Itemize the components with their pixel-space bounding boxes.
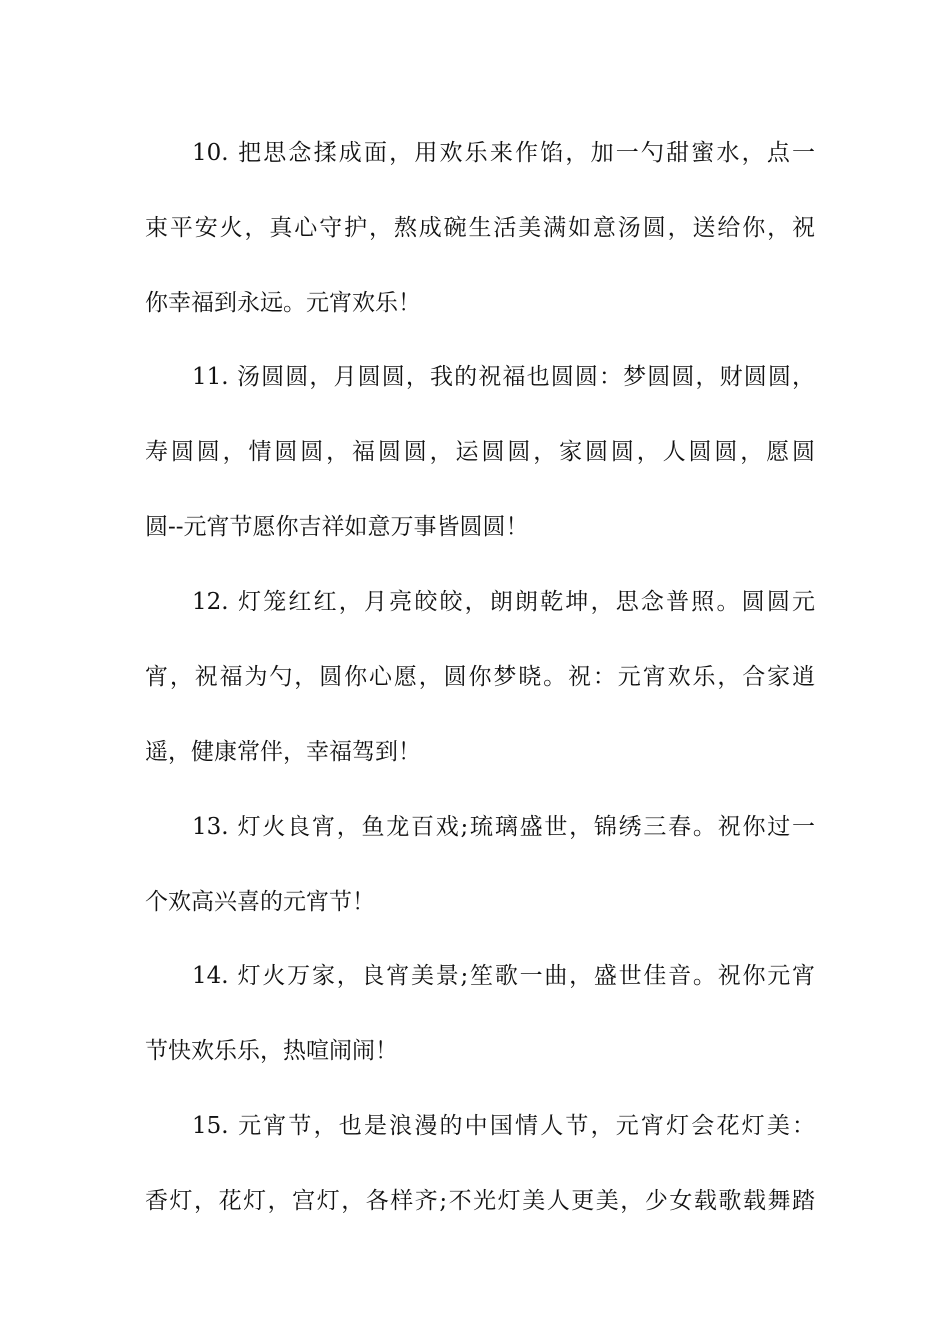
paragraph-11 — [145, 362, 815, 587]
paragraph-line: 圆--元宵节愿你吉祥如意万事皆圆圆！ — [145, 514, 529, 540]
paragraph-line: 11. 汤圆圆，月圆圆，我的祝福也圆圆：梦圆圆，财圆圆， — [192, 364, 815, 390]
paragraph-line: 遥，健康常伴，幸福驾到！ — [145, 739, 421, 765]
paragraph-line: 10. 把思念揉成面，用欢乐来作馅，加一勺甜蜜水，点一 — [192, 140, 815, 166]
paragraph-line: 个欢高兴喜的元宵节！ — [145, 889, 375, 915]
paragraph-line: 13. 灯火良宵，鱼龙百戏;琉璃盛世，锦绣三春。祝你过一 — [192, 814, 815, 840]
paragraph-line: 香灯，花灯，宫灯，各样齐;不光灯美人更美，少女载歌载舞踏 — [145, 1188, 815, 1214]
paragraph-15 — [145, 1111, 815, 1261]
paragraph-line: 节快欢乐乐，热喧闹闹！ — [145, 1038, 398, 1064]
paragraph-line: 宵，祝福为勺，圆你心愿，圆你梦晓。祝：元宵欢乐，合家逍 — [145, 664, 815, 690]
paragraph-13 — [145, 812, 815, 962]
paragraph-14 — [145, 961, 815, 1111]
paragraph-line: 15. 元宵节，也是浪漫的中国情人节，元宵灯会花灯美： — [192, 1113, 815, 1139]
paragraph-line: 12. 灯笼红红，月亮皎皎，朗朗乾坤，思念普照。圆圆元 — [192, 589, 815, 615]
paragraph-line: 14. 灯火万家，良宵美景;笙歌一曲，盛世佳音。祝你元宵 — [192, 963, 815, 989]
paragraph-10 — [145, 138, 815, 363]
paragraph-line: 你幸福到永远。元宵欢乐！ — [145, 290, 421, 316]
paragraph-12 — [145, 587, 815, 812]
paragraph-line: 寿圆圆，情圆圆，福圆圆，运圆圆，家圆圆，人圆圆，愿圆 — [145, 439, 815, 465]
paragraph-line: 束平安火，真心守护，熬成碗生活美满如意汤圆，送给你，祝 — [145, 215, 815, 241]
